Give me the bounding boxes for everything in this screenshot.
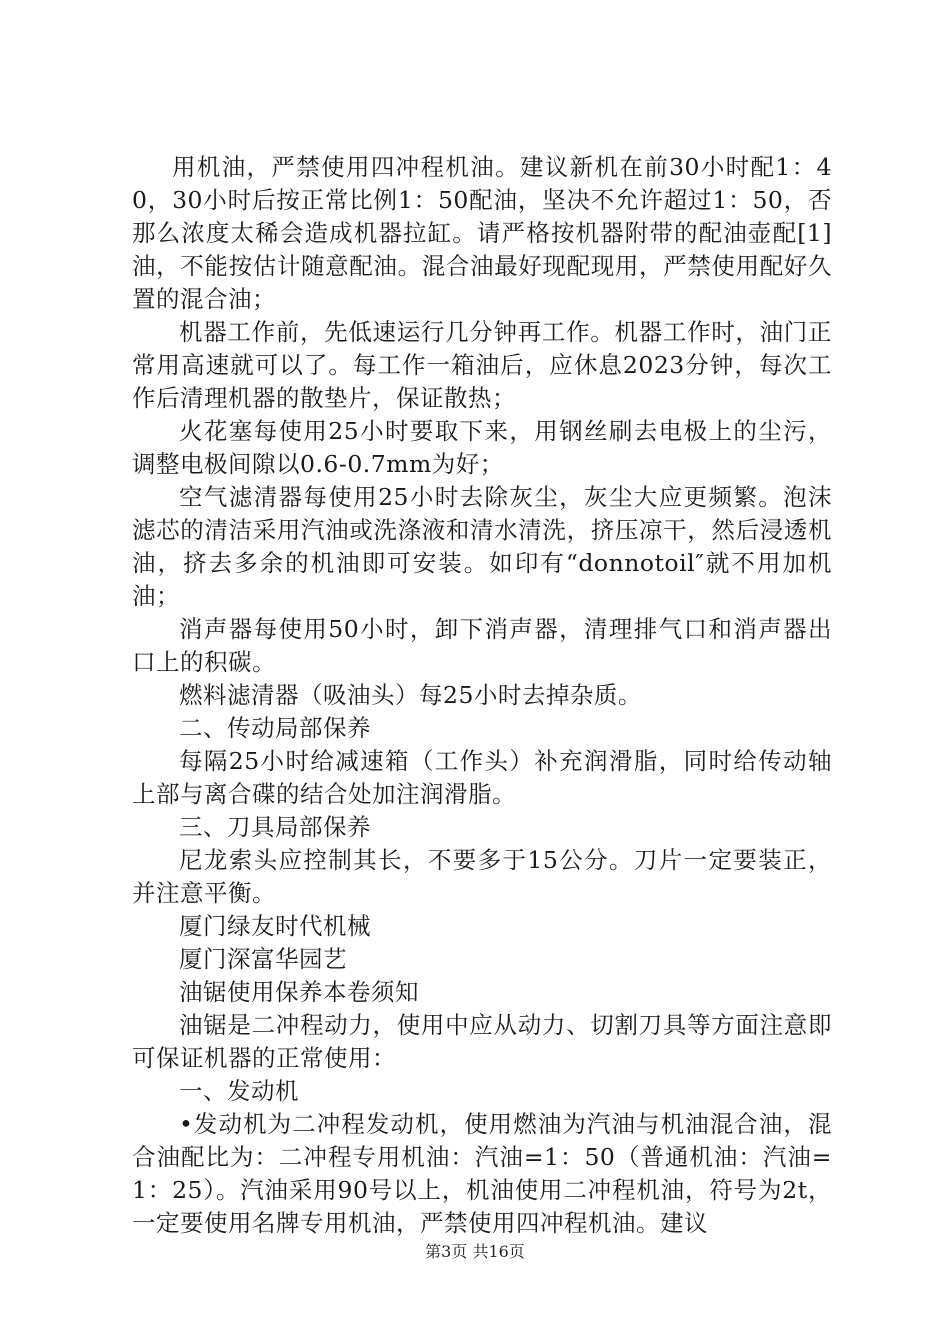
heading-transmission: 二、传动局部保养 (179, 714, 371, 742)
paragraph-chainsaw-intro: 油锯是二冲程动力，使用中应从动力、切割刀具等方面注意即可保证机器的正常使用： (132, 1011, 832, 1072)
paragraph-warmup: 机器工作前，先低速运行几分钟再工作。机器工作时，油门正常用高速就可以了。每工作一箱油后，应休息2023分钟，每次工作后清理机器的散垫片，保证散热； (132, 318, 832, 412)
heading-cutter: 三、刀具局部保养 (179, 813, 371, 841)
paragraph-air-filter: 空气滤清器每使用25小时去除灰尘，灰尘大应更频繁。泡沫滤芯的清洁采用汽油或洗涤液和清水清洗，挤压凉干，然后浸透机油，挤去多余的机油即可安装。如印有“donnotoil″就不用加机油； (132, 483, 832, 610)
paragraph-muffler: 消声器每使用50小时，卸下消声器，清理排气口和消声器出口上的积碳。 (132, 615, 832, 676)
paragraph-gearbox-grease: 每隔25小时给减速箱（工作头）补充润滑脂，同时给传动轴上部与离合碟的结合处加注润滑脂。 (132, 747, 832, 808)
document-body (132, 151, 832, 1240)
page-footer: 第3页 共16页 (425, 1242, 525, 1261)
paragraph-nylon-line: 尼龙索头应控制其长，不要多于15公分。刀片一定要装正，并注意平衡。 (132, 846, 832, 907)
paragraph-engine-oil-ratio: 用机油，严禁使用四冲程机油。建议新机在前30小时配1：40，30小时后按正常比例1：50配油，坚决不允许超过1：50，否那么浓度太稀会造成机器拉缸。请严格按机器附带的配油壶配[1]油，不能按估计随意配油。混合油最好现配现用，严禁使用配好久置的混合油； (132, 153, 832, 313)
section-title-chainsaw: 油锯使用保养本卷须知 (179, 978, 419, 1006)
company-name-2: 厦门深富华园艺 (179, 945, 347, 973)
paragraph-fuel-filter: 燃料滤清器（吸油头）每25小时去掉杂质。 (179, 681, 642, 709)
company-name-1: 厦门绿友时代机械 (179, 912, 371, 940)
paragraph-spark-plug: 火花塞每使用25小时要取下来，用钢丝刷去电极上的尘污，调整电极间隙以0.6-0.7mm为好； (132, 417, 832, 478)
heading-engine: 一、发动机 (179, 1077, 299, 1105)
paragraph-engine-fuel: •发动机为二冲程发动机，使用燃油为汽油与机油混合油，混合油配比为：二冲程专用机油：汽油=1：50（普通机油：汽油=1：25）。汽油采用90号以上，机油使用二冲程机油，符号为2t，一定要使用名牌专用机油，严禁使用四冲程机油。建议 (132, 1110, 832, 1237)
